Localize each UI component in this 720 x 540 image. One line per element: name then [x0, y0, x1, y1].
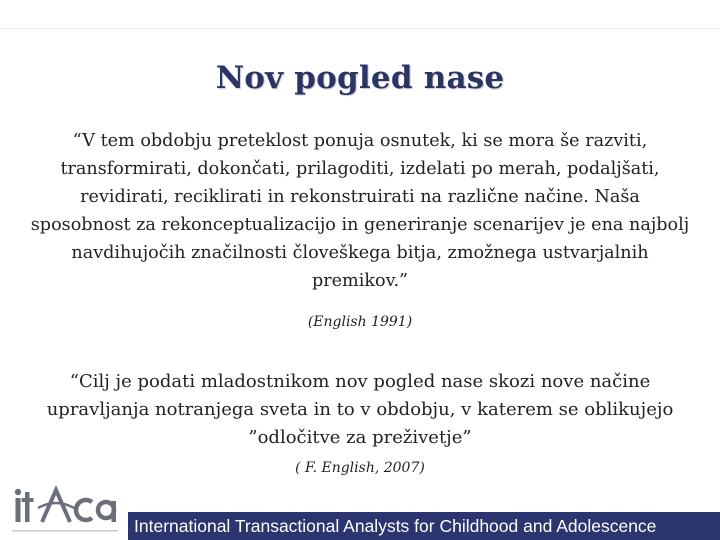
citation-english-1991: (English 1991)	[307, 314, 413, 330]
footer-bar	[128, 512, 720, 540]
footer-organization-name: International Transactional Analysts for Childhood and Adolescence	[134, 515, 657, 536]
quote-english-2007: “Cilj je podati mladostnikom nov pogled nase skozi nove načine upravljanja notranjega sveta in to v obdobju, v katerem se oblikujejo ”odločitve za preživetje”	[46, 371, 674, 448]
citation-english-2007: ( F. English, 2007)	[295, 460, 425, 476]
top-band	[0, 0, 720, 28]
slide-title: Nov pogled nase	[215, 60, 505, 96]
itaca-logo-graphic	[12, 484, 118, 536]
quote-english-1991: “V tem obdobju preteklost ponuja osnutek, ki se mora še razviti, transformirati, dokončati, prilagoditi, izdelati po merah, podaljšati, revidirati, reciklirati in rekonstruirati na različne načine. Naša sposobnost za rekonceptualizacijo in generiranje scenarijev je ena najbolj navdihujočih značilnosti človeškega bitja, zmožnega ustvarjalnih premikov.”	[30, 131, 690, 291]
itaca-logo	[12, 484, 118, 536]
